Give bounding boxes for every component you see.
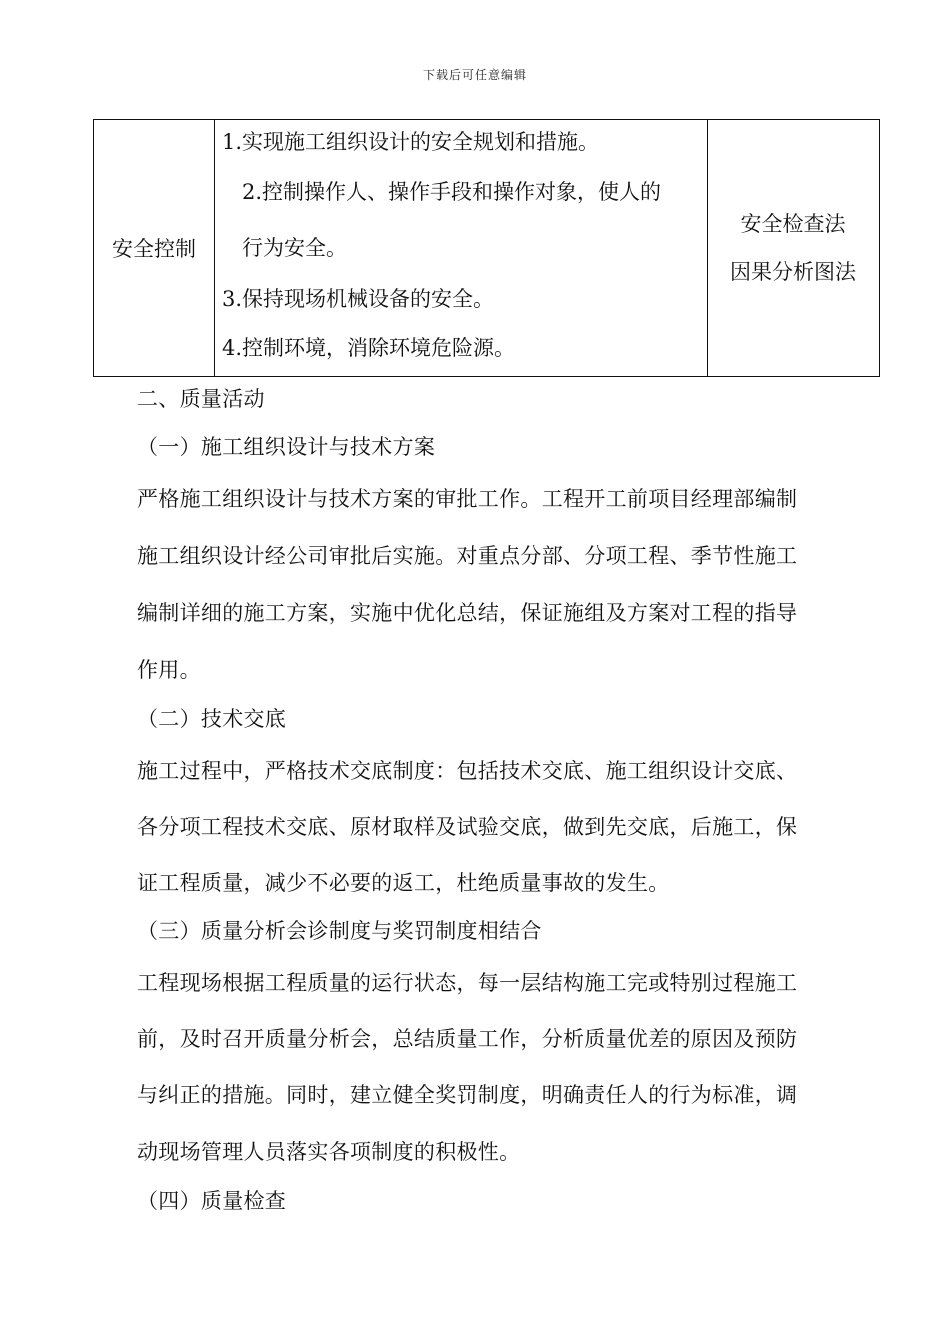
- sub3-line-4: 动现场管理人员落实各项制度的积极性。: [137, 1140, 521, 1164]
- measure-line-4: 3.保持现场机械设备的安全。: [222, 287, 495, 311]
- sub2-line-3: 证工程质量，减少不必要的返工，杜绝质量事故的发生。: [137, 871, 670, 895]
- measure-line-1: 1.实现施工组织设计的安全规划和措施。: [222, 130, 600, 154]
- sub1-line-1: 严格施工组织设计与技术方案的审批工作。工程开工前项目经理部编制: [137, 487, 798, 511]
- subsection-title-3: （三）质量分析会诊制度与奖罚制度相结合: [137, 919, 542, 943]
- measure-line-5: 4.控制环境，消除环境危险源。: [222, 336, 516, 360]
- page-header: 下载后可任意编辑: [422, 68, 527, 82]
- sub1-line-3: 编制详细的施工方案，实施中优化总结，保证施组及方案对工程的指导: [137, 601, 798, 625]
- method-line-2: 因果分析图法: [730, 260, 856, 284]
- subsection-title-4: （四）质量检查: [137, 1189, 287, 1213]
- table-methods-cell: [708, 120, 878, 376]
- sub1-line-4: 作用。: [137, 658, 201, 682]
- subsection-title-1: （一）施工组织设计与技术方案: [137, 435, 436, 459]
- subsection-title-2: （二）技术交底: [137, 707, 287, 731]
- sub3-line-2: 前，及时召开质量分析会，总结质量工作，分析质量优差的原因及预防: [137, 1027, 798, 1051]
- measure-line-2: 2.控制操作人、操作手段和操作对象，使人的: [242, 180, 662, 204]
- sub3-line-3: 与纠正的措施。同时，建立健全奖罚制度，明确责任人的行为标准，调: [137, 1083, 798, 1107]
- sub3-line-1: 工程现场根据工程质量的运行状态，每一层结构施工完或特别过程施工: [137, 971, 798, 995]
- table-category-cell: 安全控制: [94, 120, 215, 376]
- sub1-line-2: 施工组织设计经公司审批后实施。对重点分部、分项工程、季节性施工: [137, 544, 798, 568]
- safety-control-table: [93, 119, 880, 377]
- section-title: 二、质量活动: [137, 387, 265, 411]
- method-line-1: 安全检查法: [740, 212, 846, 236]
- sub2-line-1: 施工过程中，严格技术交底制度：包括技术交底、施工组织设计交底、: [137, 759, 798, 783]
- measure-line-3: 行为安全。: [242, 236, 347, 260]
- table-measures-cell: [215, 120, 708, 376]
- sub2-line-2: 各分项工程技术交底、原材取样及试验交底，做到先交底，后施工，保: [137, 815, 798, 839]
